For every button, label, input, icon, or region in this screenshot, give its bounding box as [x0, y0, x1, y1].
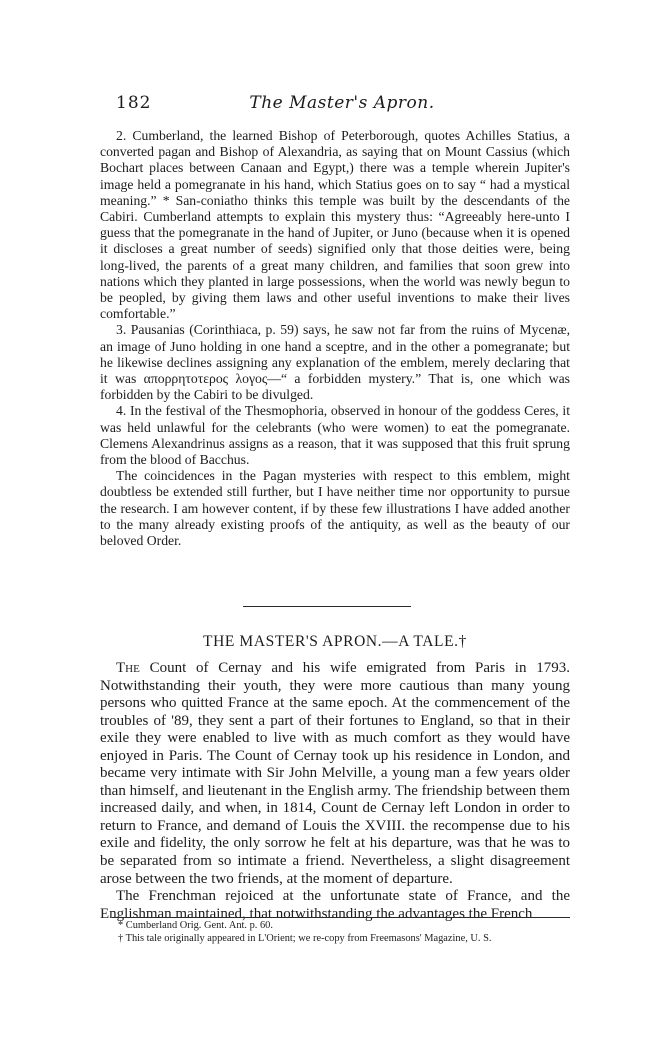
- paragraph-cumberland: 2. Cumberland, the learned Bishop of Peterborough, quotes Achilles Statius, a converted pagan and Bishop of Alexandria, as saying that on Mount Cassius (which Bochart places between Canaan and Egypt,) there was a temple wherein Jupiter's image held a pomegranate in his hand, which Statius goes on to say “ had a mystical meaning.” * San-coniatho thinks this temple was built by the descendants of the Cabiri. Cumberland attempts to explain this mystery thus: “Agreeably here-unto I guess that the pomegranate in the hand of Jupiter, or Juno (because when it is opened it discloses a great number of seeds) signified only that those deities were, being long-lived, the parents of a great many children, and families that soon grew into nations which they planted in large possessions, when the world was newly begun to be peopled, by giving them laws and other useful inventions to make their lives comfortable.”: [100, 128, 570, 322]
- tale-lead-word: The: [116, 660, 140, 676]
- footnote-rule: [112, 917, 570, 918]
- essay-body: [100, 128, 570, 549]
- footnotes: [112, 920, 570, 945]
- page-number: 182: [116, 93, 152, 113]
- paragraph-thesmophoria: 4. In the festival of the Thesmophoria, observed in honour of the goddess Ceres, it was held unlawful for the celebrants (who were women) to eat the pomegranate. Clemens Alexandrinus assigns as a reason, that it was supposed that this fruit sprung from the blood of Bacchus.: [100, 403, 570, 468]
- tale-paragraph-1: [100, 660, 570, 888]
- page-header: [116, 93, 568, 117]
- footnote-tale-source: † This tale originally appeared in L'Orient; we re-copy from Freemasons' Magazine, U. S.: [118, 932, 492, 944]
- footnote-cumberland: * Cumberland Orig. Gent. Ant. p. 60.: [118, 920, 273, 931]
- section-title: THE MASTER'S APRON.—A TALE.†: [203, 633, 467, 650]
- running-title: The Master's Apron.: [249, 93, 435, 113]
- paragraph-conclusion: The coincidences in the Pagan mysteries with respect to this emblem, might doubtless be extended still further, but I have neither time nor opportunity to pursue the research. I am however content, if by these few illustrations I have added another to the many already existing proofs of the antiquity, as well as the beauty of our beloved Order.: [100, 468, 570, 549]
- tale-body: [100, 660, 570, 923]
- paragraph-pausanias: 3. Pausanias (Corinthiaca, p. 59) says, he saw not far from the ruins of Mycenæ, an image of Juno holding in one hand a sceptre, and in the other a pomegranate; but he likewise declines assigning any explanation of the emblem, merely declaring that it was απορρητοτερος λογος—“ a forbidden mystery.” That is, one which was forbidden by the Cabiri to be divulged.: [100, 322, 570, 403]
- tale-paragraph-1-text: Count of Cernay and his wife emigrated from Paris in 1793. Notwithstanding their youth, they were more cautious than many young persons who quitted France at the same epoch. At the commencement of the troubles of '89, they sent a part of their fortunes to England, so that in their exile they were enabled to live with as much comfort as they would have enjoyed in Paris. The Count of Cernay took up his residence in London, and became very intimate with Sir John Melville, a young man a few years older than himself, and lieutenant in the English army. The friendship between them increased daily, and when, in 1814, Count de Cernay left London in order to return to France, and demand of Louis the XVIII. the recompense due to his exile and fidelity, the only sorrow he felt at his departure, was that he was to be separated from so intimate a friend. Nevertheless, a slight disagreement arose between the two friends, at the moment of departure.: [100, 660, 570, 887]
- tale-paragraph-2: The Frenchman rejoiced at the unfortunate state of France, and the Englishman maintained, that notwithstanding the advantages the French: [100, 888, 570, 922]
- section-divider: [243, 606, 411, 607]
